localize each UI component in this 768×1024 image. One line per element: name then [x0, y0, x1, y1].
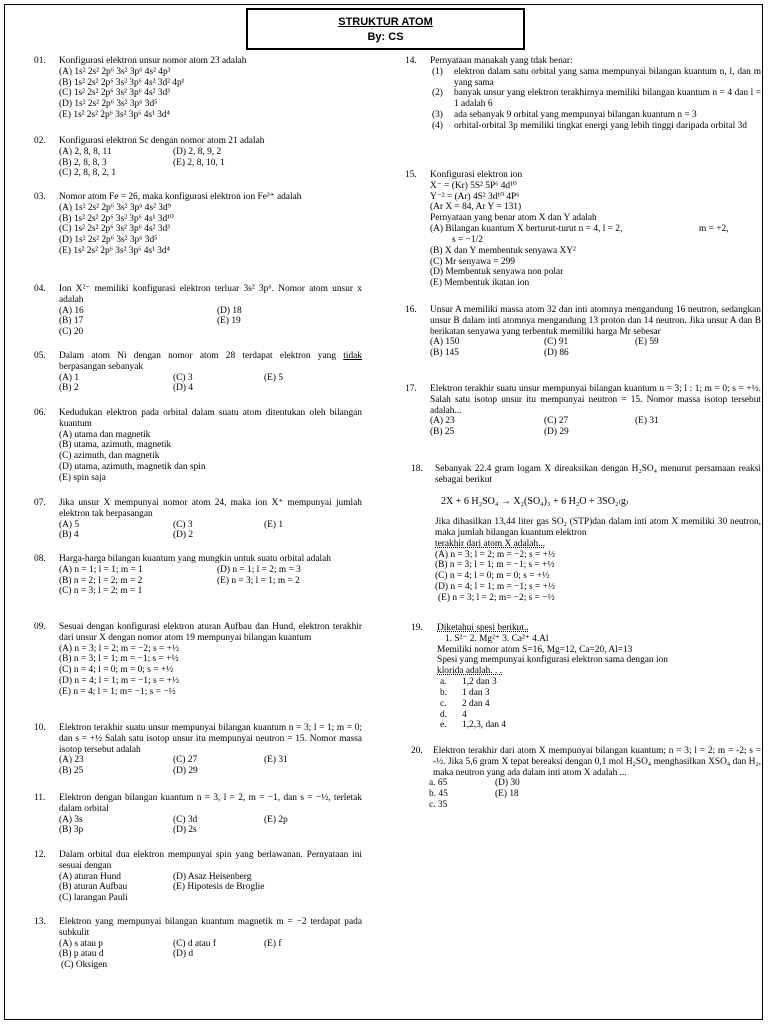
option-c[interactable]: (C) n = 3; l = 2; m = 1	[59, 586, 143, 597]
option-e[interactable]: (E) Hipotesis de Broglie	[173, 882, 265, 893]
title-box	[246, 8, 525, 50]
question-stem: Konfigurasi elektron Sc dengan nomor atom 21 adalah	[59, 136, 265, 146]
option-b[interactable]: (B) n = 3; l = 1; m = −1; s = +½	[59, 654, 179, 665]
option-e[interactable]: (E) 31	[635, 416, 659, 427]
option-d[interactable]: (D) 2, 8, 9, 2	[173, 146, 222, 157]
question-stem: Jika unsur X mempunyai nomor atom 24, maka ion X⁺ mempunyai jumlah elektron tak berpasangan	[59, 498, 362, 519]
question-20	[405, 746, 761, 811]
option-a-cont: s = −1/2	[452, 234, 483, 245]
option-c[interactable]: c. 2 dan 4	[440, 698, 490, 709]
option-d[interactable]: (D) Asaz Heisenberg	[173, 871, 252, 882]
option-c[interactable]: (C) 2, 8, 8, 2, 1	[59, 168, 117, 179]
statement-4: (4) orbital-orbital 3p memiliki tingkat energi yang lebih tinggi daripada orbital 3d	[432, 120, 747, 131]
option-e[interactable]: (E) 18	[495, 789, 519, 800]
option-e[interactable]: e. 1,2,3, dan 4	[440, 720, 507, 731]
option-b[interactable]: (B) 2, 8, 8, 3	[59, 157, 107, 168]
question-stem: Elektron dengan bilangan kuantum n = 3, l = 2, m = −1, dan s = −½, terletak dalam orbital	[59, 793, 362, 814]
option-e[interactable]: (E) n = 4; l = 1; m= −1; s = −½	[59, 686, 176, 697]
option-b[interactable]: (B) n = 3; l = 1; m = −1; s = +½	[435, 560, 555, 571]
question-stem: Elektron yang mempunyai bilangan kuantum magnetik m = −2 terdapat pada subkulit	[59, 917, 362, 938]
option-b[interactable]: (B) 4	[59, 530, 79, 541]
option-e[interactable]: (E) 59	[635, 337, 659, 348]
option-d[interactable]: (D) 86	[544, 348, 569, 359]
question-07	[34, 498, 362, 541]
option-c[interactable]: (C) Mr senyawa = 299	[430, 256, 515, 267]
option-c[interactable]: (C) 3	[173, 519, 193, 530]
option-b[interactable]: (B) 17	[59, 316, 84, 327]
question-number: 16.	[405, 305, 417, 315]
option-b[interactable]: (B) aturan Aufbau	[59, 882, 128, 893]
option-a[interactable]: (A) n = 1; l = 1; m = 1	[59, 564, 143, 575]
option-c[interactable]: (C) d atau f	[173, 938, 216, 949]
option-c[interactable]: (C) 27	[544, 416, 569, 427]
option-a[interactable]: a. 1,2 dan 3	[440, 677, 497, 688]
option-a[interactable]: (A) 3s	[59, 814, 83, 825]
question-number: 08.	[34, 554, 46, 564]
question-05	[34, 351, 362, 394]
option-d[interactable]: d. 4	[440, 709, 467, 720]
option-d[interactable]: (D) 1s² 2s² 2p⁶ 3s² 3p⁶ 3d⁵	[59, 99, 158, 110]
atomic-numbers: Memiliki nomor atom S=16, Mg=12, Ca=20, Al=13	[437, 644, 633, 655]
option-d[interactable]: (D) 2	[173, 530, 194, 541]
atomic-mass: (Ar X = 84, Ar Y = 131)	[430, 202, 522, 213]
option-b[interactable]: (B) 1s² 2s² 2p⁶ 3s² 3p⁶ 4s² 3d² 4p¹	[59, 77, 185, 88]
option-b[interactable]: (B) 1s² 2s² 2p⁶ 3s² 3p⁶ 4s¹ 3d¹⁰	[59, 213, 174, 224]
option-e[interactable]: (E) 1s² 2s² 2p⁶ 3s² 3p⁶ 4s¹ 3d⁴	[59, 110, 170, 121]
config-y: Y⁻² = (Ar) 4S² 3d¹⁰ 4P⁶	[430, 191, 520, 202]
option-b[interactable]: (B) 25	[430, 427, 455, 438]
question-11	[34, 793, 362, 836]
option-a[interactable]: a. 65	[429, 778, 448, 789]
option-e[interactable]: (E) 1	[264, 519, 284, 530]
question-03	[34, 192, 362, 257]
option-c[interactable]: (C) azimuth, dan magnetik	[59, 451, 160, 462]
question-stem: Sebanyak 22.4 gram logam X direaksikan dengan H₂SO₄ menurut persamaan reaksi sebagai berikut	[435, 464, 761, 485]
option-d[interactable]: (D) 29	[173, 766, 198, 777]
option-e[interactable]: (E) 5	[264, 372, 284, 383]
option-d[interactable]: (D) 29	[544, 427, 569, 438]
question-stem: Elektron terakhir dari atom X mempunyai bilangan kuantum; n = 3; l = 2; m = -2; s = -½. Jika 5,6 gram X tepat bereaksi dengan 0,1 mol H₂SO₄ menghasilkan XSO₄ dan H₂, maka neutron yang ada dalam inti atom X adalah ...	[433, 746, 761, 778]
question-prompt: Spesi yang mempunyai konfigurasi elektron sama dengan ion	[437, 655, 668, 666]
question-04	[34, 284, 362, 338]
question-stem: Diketahui spesi berikut..	[437, 623, 529, 633]
option-e[interactable]: (E) 2, 8, 10, 1	[173, 157, 225, 168]
option-b[interactable]: (B) p atau d	[59, 949, 104, 960]
option-a[interactable]: (A) aturan Hund	[59, 871, 121, 882]
question-stem: Unsur A memiliki massa atom 32 dan inti atomnya mengandung 16 neutron, sedangkan unsur B dalam inti atomnya mengandung 13 proton dan 14 neutron. Jika unsur A dan B berikatan senyawa yang terbentuk memiliki harga Mr sebesar	[430, 305, 761, 337]
option-c[interactable]: (C) 27	[173, 755, 198, 766]
question-stem: Konfigurasi elektron unsur nomor atom 23 adalah	[59, 56, 247, 66]
option-e[interactable]: (E) f	[264, 938, 282, 949]
option-a[interactable]: (A) 1s² 2s² 2p⁶ 3s² 3p⁶ 4s² 4p³	[59, 66, 171, 77]
option-b[interactable]: (B) 3p	[59, 825, 84, 836]
question-19	[405, 623, 761, 731]
option-e[interactable]: (E) 31	[264, 755, 288, 766]
option-a[interactable]: (A) 1s² 2s² 2p⁶ 3s² 3p⁶ 4s² 3d⁹	[59, 202, 171, 213]
option-c[interactable]: (C) 1s² 2s² 2p⁶ 3s² 3p⁶ 4s² 3d³	[59, 224, 170, 235]
question-number: 17.	[405, 384, 417, 394]
option-e[interactable]: (E) 2p	[264, 814, 288, 825]
question-number: 05.	[34, 351, 46, 361]
option-c[interactable]: c. 35	[429, 800, 448, 811]
question-08	[34, 554, 362, 597]
question-12	[34, 850, 362, 904]
statement-3: (3) ada sebanyak 9 orbital yang mempunyai bilangan kuantum n = 3	[432, 110, 697, 121]
question-06	[34, 408, 362, 484]
question-17	[405, 384, 761, 438]
option-a[interactable]: (A) 5	[59, 519, 80, 530]
question-18	[405, 464, 761, 604]
option-d[interactable]: (D) n = 4; l = 1; m = −1; s = +½	[435, 582, 556, 592]
option-c[interactable]: (C) 3d	[173, 814, 198, 825]
option-a[interactable]: (A) 2, 8, 8, 11	[59, 146, 112, 157]
option-extra[interactable]: (C) Oksigen	[61, 960, 108, 971]
option-a[interactable]: (A) s atau p	[59, 938, 103, 949]
question-number: 20.	[411, 746, 423, 756]
option-c[interactable]: (C) 20	[59, 327, 84, 338]
option-c[interactable]: (C) n = 4; l = 0; m = 0; s = +½	[59, 665, 174, 676]
prompt: Pernyataan yang benar atom X dan Y adalah	[430, 213, 597, 224]
option-b[interactable]: b. 45	[429, 789, 448, 800]
option-c[interactable]: (C) 91	[544, 337, 569, 348]
page-title: STRUKTUR ATOM	[338, 16, 433, 28]
question-02	[34, 136, 362, 179]
question-number: 07.	[34, 498, 46, 508]
option-e[interactable]: (E) Membentuk ikatan ion	[430, 278, 530, 289]
option-d[interactable]: (D) 2s	[173, 825, 197, 836]
question-15	[405, 170, 761, 289]
option-d[interactable]: (D) n = 1; l = 2; m = 3	[217, 564, 301, 575]
question-number: 19.	[411, 623, 423, 633]
option-c[interactable]: (C) n = 4; l = 0; m = 0; s = +½	[435, 571, 550, 582]
question-stem: Dalam atom Ni dengan nomor atom 28 terdapat elektron yang tidak berpasangan sebanyak	[59, 351, 362, 372]
statement-1: (1) elektron dalam satu orbital yang sama mempunyai bilangan kuantum n, l, dan m yang sama	[432, 66, 761, 88]
option-d[interactable]: (D) 18	[217, 305, 242, 316]
option-b[interactable]: (B) utama, azimuth, magnetik	[59, 440, 172, 451]
question-09	[34, 622, 362, 698]
option-b[interactable]: (B) n = 2; l = 2; m = 2	[59, 575, 143, 586]
question-13	[34, 917, 362, 971]
option-d[interactable]: (D) 1s² 2s² 2p⁶ 3s² 3p⁶ 3d⁵	[59, 235, 158, 246]
option-c[interactable]: (C) 3	[173, 372, 193, 383]
question-stem: Kedudukan elektron pada orbital dalam suatu atom ditentukan oleh bilangan kuantum	[59, 408, 362, 429]
question-stem: Elektron terakhir suatu unsur mempunyai bilangan kuantum n = 3; l : 1; m = 0; s = +½. Salah satu isotop unsur itu mempunyai neutron = 15. Nomor massa isotop tersebut adalah...	[430, 384, 761, 416]
option-b[interactable]: (B) 25	[59, 766, 84, 777]
question-number: 11.	[34, 793, 46, 803]
option-d[interactable]: (D) 4	[173, 383, 194, 394]
question-prompt-2: klorida adalah. . .	[437, 666, 503, 677]
question-number: 03.	[34, 192, 46, 202]
question-stem: Nomor atom Fe = 26, maka konfigurasi elektron ion Fe³⁺ adalah	[59, 192, 302, 202]
option-e[interactable]: (E) 19	[217, 316, 241, 327]
option-e[interactable]: (E) n = 3; l = 2; m= −2; s = −½	[438, 592, 555, 603]
question-number: 09.	[34, 622, 46, 632]
option-a[interactable]: (A) Bilangan kuantum X berturut-turut n = 4, l = 2, m = +2,	[430, 224, 729, 235]
question-number: 14.	[405, 56, 417, 66]
author-line: By: CS	[367, 30, 404, 43]
option-a[interactable]: (A) n = 3; l = 2; m = −2; s = +½	[59, 643, 180, 654]
option-a[interactable]: (A) 23	[430, 416, 455, 427]
option-a[interactable]: (A) utama dan magnetik	[59, 429, 151, 440]
question-stem-3: terakhir dari atom X adalah...	[435, 538, 546, 549]
question-number: 10.	[34, 723, 46, 733]
question-number: 15.	[405, 170, 417, 180]
question-number: 02.	[34, 136, 46, 146]
option-c[interactable]: (C) 1s² 2s² 2p⁶ 3s² 3p⁶ 4s² 3d³	[59, 88, 170, 99]
option-b[interactable]: (B) 145	[430, 348, 459, 359]
question-stem: Dalam orbital dua elektron mempunyai spin yang berlawanan. Pernyataan ini sesuai dengan	[59, 850, 362, 871]
question-16	[405, 305, 761, 359]
option-c[interactable]: (C) larangan Pauli	[59, 893, 128, 904]
option-b[interactable]: b. 1 dan 3	[440, 687, 490, 698]
option-b[interactable]: (B) 2	[59, 383, 79, 394]
option-a[interactable]: (A) 16	[59, 305, 84, 316]
option-e[interactable]: (E) 1s² 2s² 2p⁶ 3s² 3p⁶ 4s¹ 3d⁴	[59, 246, 170, 257]
option-d[interactable]: (D) Membentuk senyawa non polar	[430, 267, 564, 278]
option-d[interactable]: (D) d	[173, 949, 194, 960]
option-e[interactable]: (E) n = 3; l = 1; m = 2	[217, 575, 300, 586]
option-b[interactable]: (B) X dan Y membentuk senyawa XY²	[430, 245, 576, 256]
question-stem: Ion X²⁻ memiliki konfigurasi elektron terluar 3s² 3p⁶. Nomor atom unsur x adalah	[59, 284, 362, 305]
question-number: 04.	[34, 284, 46, 294]
question-stem: Elektron terakhir suatu unsur mempunyai bilangan kuantum n = 3; l = 1; m = 0; dan s = +½ Salah satu isotop unsur itu mempunyai neutron = 15. Nomor massa isotop tersebut adalah	[59, 723, 362, 755]
option-d[interactable]: (D) utama, azimuth, magnetik dan spin	[59, 462, 206, 473]
option-a[interactable]: (A) n = 3; l = 2; m = −2; s = +½	[435, 549, 556, 560]
option-d[interactable]: (D) n = 4; l = 1; m = −1; s = +½	[59, 676, 180, 687]
question-number: 06.	[34, 408, 46, 418]
question-14	[405, 56, 761, 132]
question-number: 12.	[34, 850, 46, 860]
question-10	[34, 723, 362, 777]
config-x: X⁻ = (Kr) 5S² 5P⁶ 4d¹⁰	[430, 180, 517, 191]
option-d[interactable]: (D) 30	[495, 778, 520, 789]
question-stem-2: Jika dihasilkan 13,44 liter gas SO₂ (STP)dan dalam inti atom X memiliki 30 neutron, maka jumlah bilangan kuantum elektron	[435, 517, 761, 538]
species-list: 1. S²⁻ 2. Mg²⁺ 3. Ca²⁺ 4.Al	[445, 633, 549, 644]
option-a[interactable]: (A) 150	[430, 337, 460, 348]
question-stem: Harga-harga bilangan kuantum yang mungkin untuk suatu orbital adalah	[59, 554, 331, 564]
question-stem: Pernyataan manakah yang tdak benar:	[430, 56, 573, 66]
question-stem: Sesuai dengan konfigurasi elektron aturan Aufbau dan Hund, elektron terakhir dari unsur X dengan nomor atom 19 mempunyai bilangan kuantum	[59, 622, 362, 643]
question-01	[34, 56, 362, 121]
option-a[interactable]: (A) 23	[59, 755, 84, 766]
option-e[interactable]: (E) spin saja	[59, 472, 106, 483]
question-number: 13.	[34, 917, 46, 927]
option-a[interactable]: (A) 1	[59, 372, 80, 383]
question-number: 01.	[34, 56, 46, 66]
statement-2: (2) banyak unsur yang elektron terakhirnya memiliki bilangan kuantum n = 4 dan l = 1 adalah 6	[432, 88, 761, 110]
reaction-equation: 2X + 6 H₂SO₄ → X₂(SO₄)₃ + 6 H₂O + 3SO₂₍g₎	[441, 495, 629, 507]
question-stem: Konfigurasi elektron ion	[430, 170, 523, 180]
question-number: 18.	[411, 464, 423, 474]
